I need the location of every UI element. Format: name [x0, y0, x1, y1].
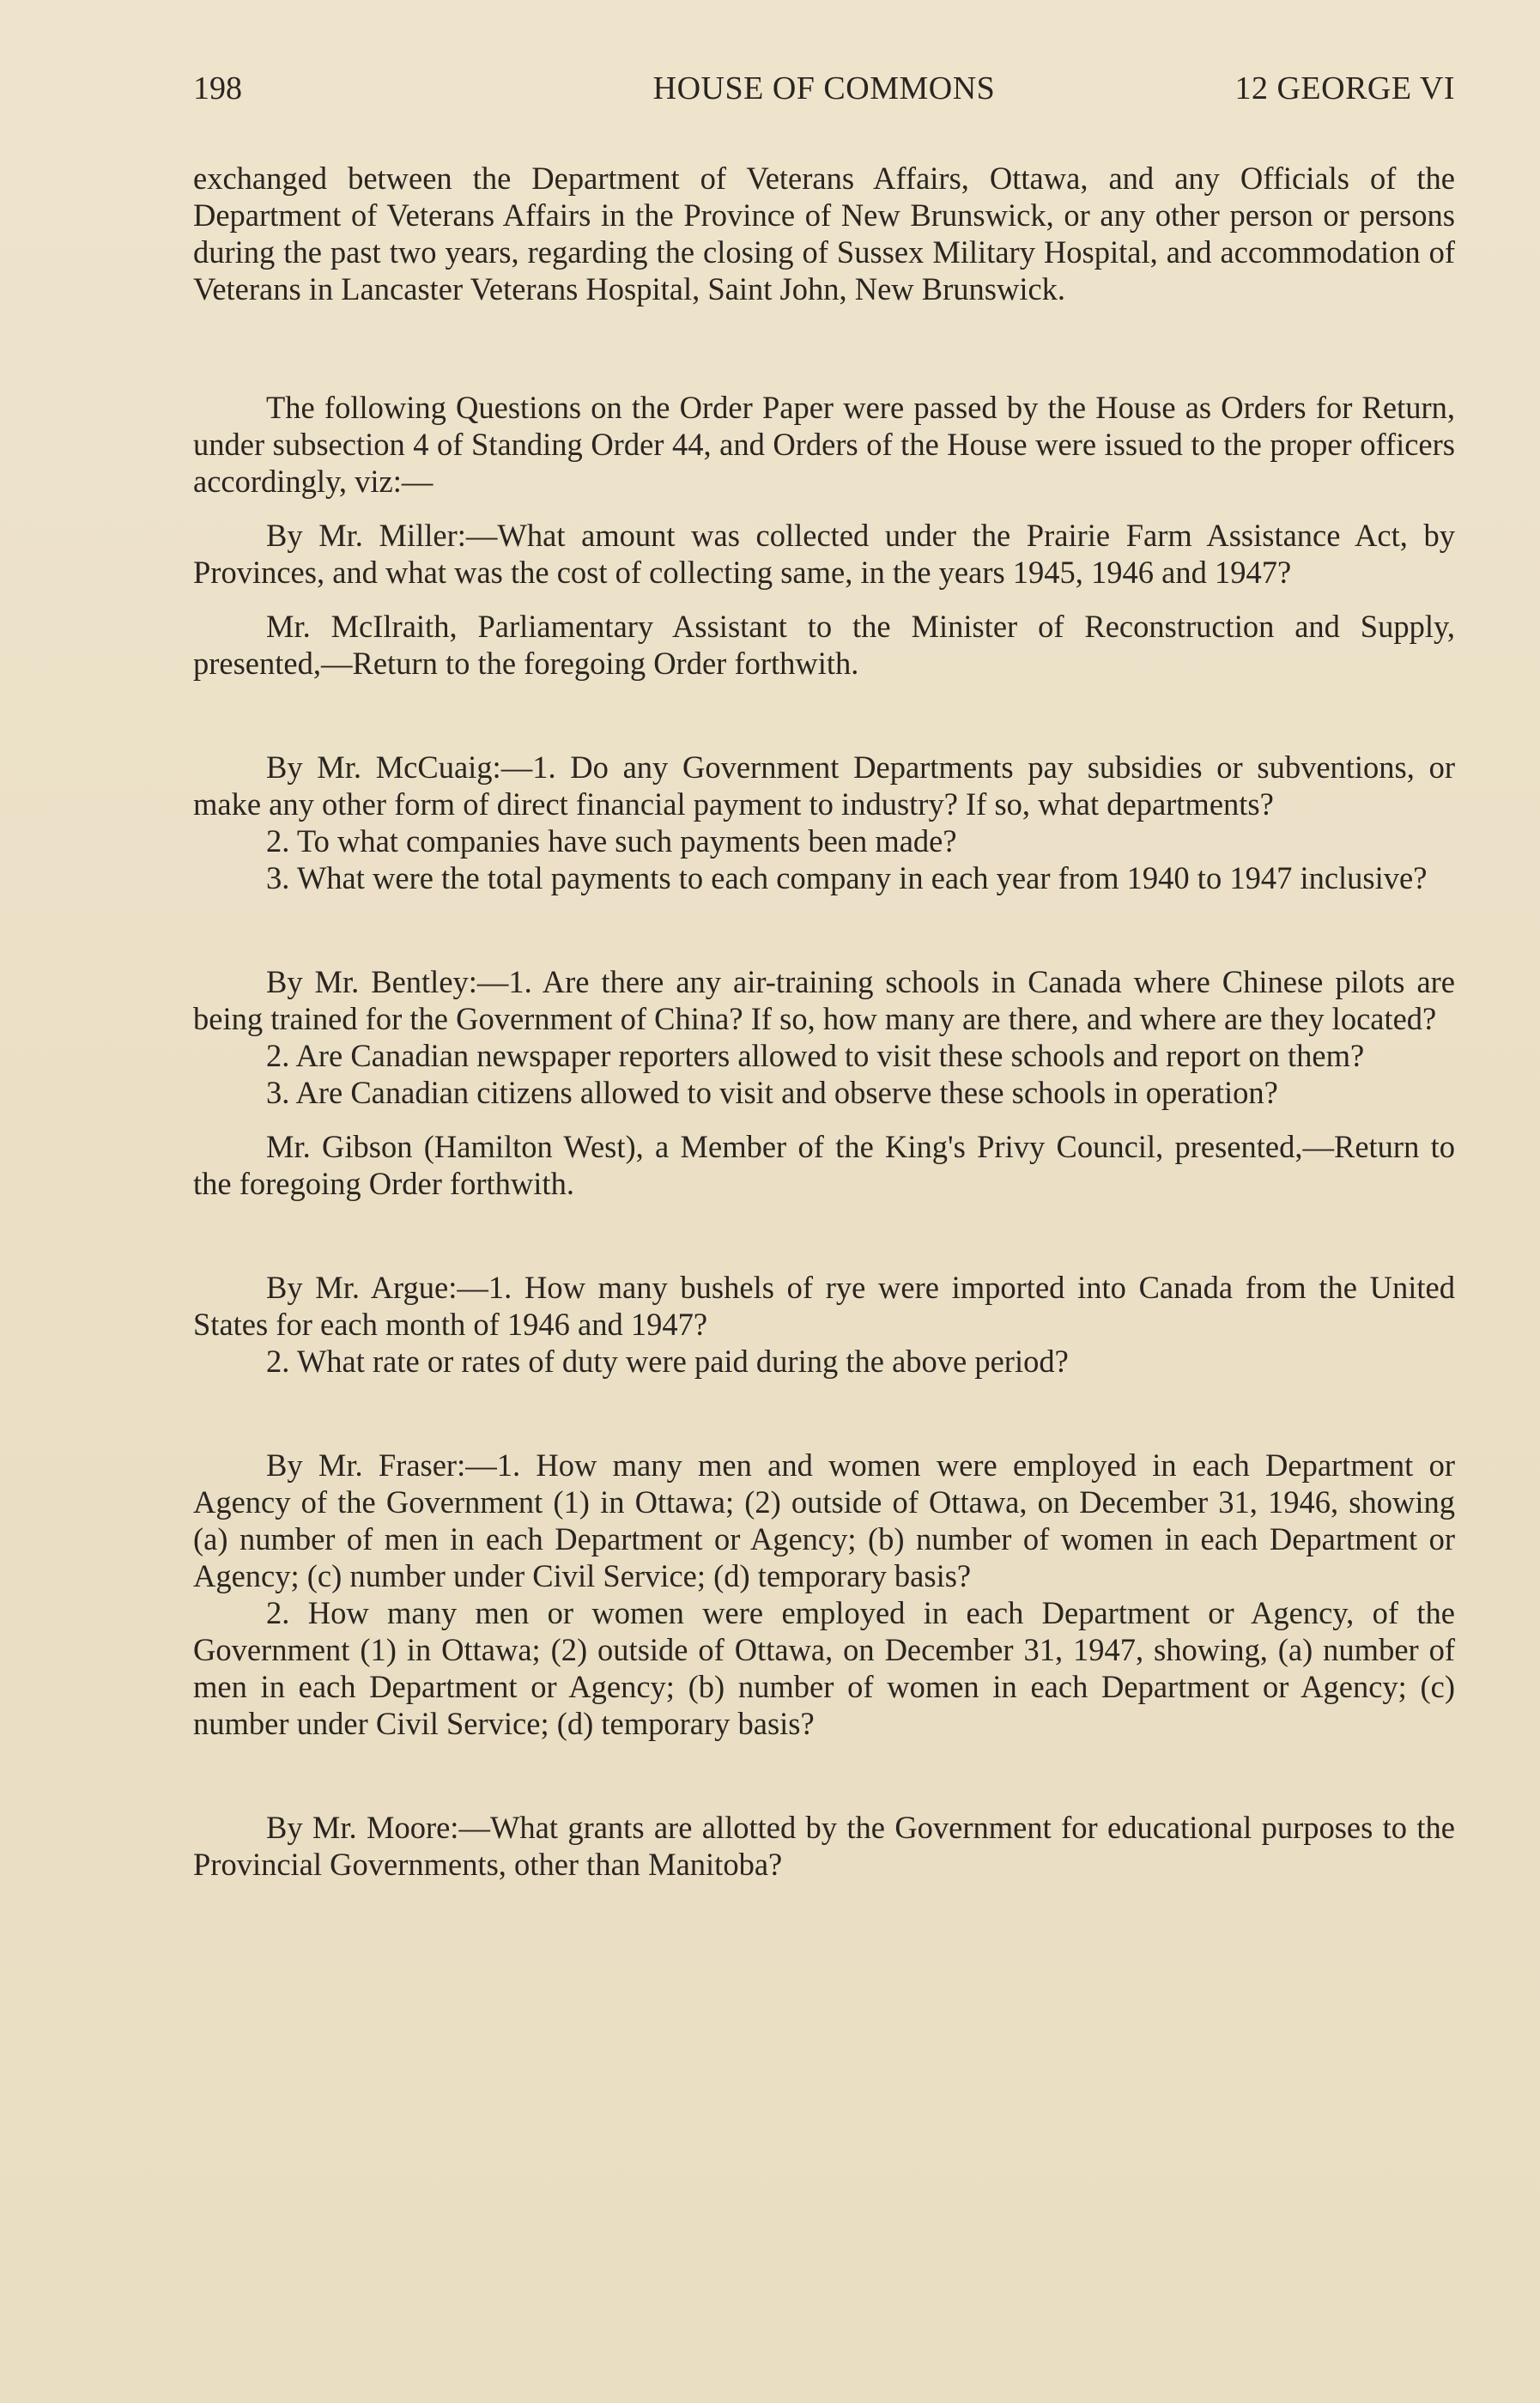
- journal-body: [193, 160, 1455, 1883]
- regnal-year: 12 GEORGE VI: [1234, 70, 1455, 106]
- paragraph-orders-for-return: The following Questions on the Order Paper were passed by the House as Orders for Return, under subsection 4 of Standing Order 44, and Orders of the House were issued to the proper officers accordingly, viz:—: [193, 390, 1455, 499]
- page-number: 198: [193, 70, 242, 106]
- question-bentley-part-3: 3. Are Canadian citizens allowed to visit and observe these schools in operation?: [266, 1075, 1278, 1110]
- return-gibson: Mr. Gibson (Hamilton West), a Member of the King's Privy Council, presented,—Return to the foregoing Order forthwith.: [193, 1129, 1455, 1201]
- paragraph-continuation: exchanged between the Department of Veterans Affairs, Ottawa, and any Officials of the Department of Veterans Affairs in the Province of New Brunswick, or any other person or persons during the past two years, regarding the closing of Sussex Military Hospital, and accommodation of Veterans in Lancaster Veterans Hospital, Saint John, New Brunswick.: [193, 161, 1455, 306]
- question-mccuaig-part-3: 3. What were the total payments to each company in each year from 1940 to 1947 inclusive?: [266, 860, 1428, 895]
- return-mcilraith: Mr. McIlraith, Parliamentary Assistant to the Minister of Reconstruction and Supply, presented,—Return to the foregoing Order forthwith.: [193, 609, 1455, 681]
- question-mccuaig: By Mr. McCuaig:—1. Do any Government Departments pay subsidies or subventions, or make any other form of direct financial payment to industry? If so, what departments?: [193, 749, 1455, 822]
- question-fraser: By Mr. Fraser:—1. How many men and women were employed in each Department or Agency of the Government (1) in Ottawa; (2) outside of Ottawa, on December 31, 1946, showing (a) number of men in each Department or Agency; (b) number of women in each Department or Agency; (c) number under Civil Service; (d) temporary basis?: [193, 1447, 1455, 1593]
- question-moore: By Mr. Moore:—What grants are allotted by the Government for educational purposes to the Provincial Governments, other than Manitoba?: [193, 1810, 1455, 1882]
- question-bentley-part-2: 2. Are Canadian newspaper reporters allowed to visit these schools and report on them?: [266, 1038, 1365, 1073]
- question-bentley: By Mr. Bentley:—1. Are there any air-training schools in Canada where Chinese pilots are being trained for the Government of China? If so, how many are there, and where are they located?: [193, 964, 1455, 1036]
- question-fraser-part-2: 2. How many men or women were employed in each Department or Agency, of the Government (1) in Ottawa; (2) outside of Ottawa, on December 31, 1947, showing, (a) number of men in each Department or Agency; (b) number of women in each Department or Agency; (c) number under Civil Service; (d) temporary basis?: [193, 1595, 1455, 1741]
- question-argue: By Mr. Argue:—1. How many bushels of rye were imported into Canada from the United States for each month of 1946 and 1947?: [193, 1270, 1455, 1342]
- question-mccuaig-part-2: 2. To what companies have such payments been made?: [266, 823, 957, 859]
- page-header: [193, 67, 1455, 110]
- running-title: HOUSE OF COMMONS: [652, 70, 996, 106]
- question-miller: By Mr. Miller:—What amount was collected under the Prairie Farm Assistance Act, by Provinces, and what was the cost of collecting same, in the years 1945, 1946 and 1947?: [193, 518, 1455, 590]
- question-argue-part-2: 2. What rate or rates of duty were paid during the above period?: [266, 1344, 1069, 1379]
